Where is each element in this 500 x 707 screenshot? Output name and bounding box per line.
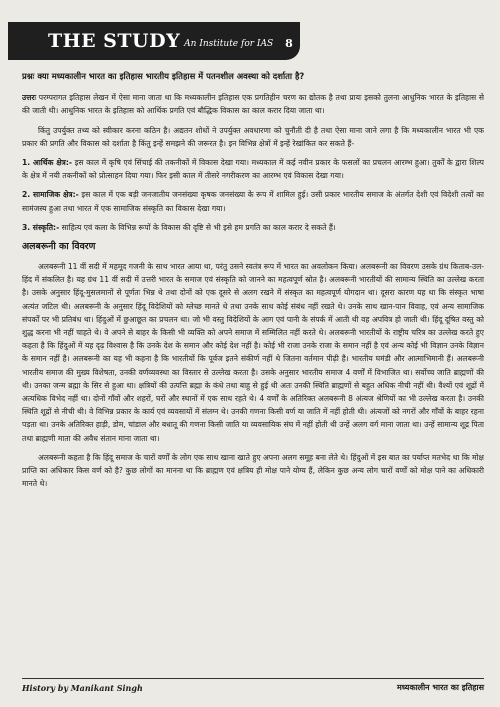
page-footer: [22, 678, 484, 696]
section-paragraph-2: अलबरूनी कहता है कि हिंदू समाज के चारों वर्णों के लोग एक साथ खाना खाते हुए अपना अलग समूह बना लेते थे। हिंदुओं में इस बात का पर्याप्त मतभेद था कि मोक्ष प्राप्ति का अधिकार किस वर्ण को है? कुछ लोगों का मानना था कि ब्राह्मण एवं क्षत्रिय ही मोक्ष पाने योग्य हैं, लेकिन कुछ अन्य लोग चारों वर्णों को मोक्ष पाने का अधिकारी मानते थे।: [22, 452, 484, 489]
point-culture-title: 3. संस्कृति:-: [22, 222, 60, 232]
question-label: प्रश्नः: [22, 71, 35, 81]
question: [22, 70, 484, 83]
point-economic: [22, 156, 484, 182]
point-economic-title: 1. आर्थिक क्षेत्र:-: [22, 158, 73, 168]
point-social-text: इस काल में एक बड़ी जनजातीय जनसंख्या कृषक जनसंख्या के रूप में शामिल हुई। उसी प्रकार भारतीय समाज के अंतर्गत देशी एवं विदेशी तत्वों का सामंजस्य हुआ तथा भारत में एक सामाजिक संस्कृति का विकास देखा गया।: [22, 190, 484, 213]
question-text: क्या मध्यकालीन भारत का इतिहास भारतीय इतिहास में पतनशील अवस्था को दर्शाता है?: [37, 71, 305, 81]
point-social-title: 2. सामाजिक क्षेत्र:-: [22, 190, 79, 200]
point-culture: [22, 221, 484, 234]
footer-author: History by Manikant Singh: [22, 682, 143, 693]
page-number: 8: [285, 36, 293, 50]
section-paragraph-1: अलबरूनी 11 वीं सदी में महमूद गजनी के साथ भारत आया था, परंतु उसने स्वतंत्र रूप में भारत का अवलोकन किया। अलबरूनी का विवरण उसके ग्रंथ किताब-उल-हिंद में संकलित है। यह ग्रंथ 11 वीं सदी में उत्तरी भारत के समाज एवं संस्कृति को जानने का महत्वपूर्ण स्रोत है। अलबरूनी भारतीयों की सामान्य स्थिति का उल्लेख करता है। उसके अनुसार हिंदू-मुसलमानों से पूर्णतः भिन्न थे तथा दोनों को एक दूसरे से अलग रखने में संस्कृत का महत्वपूर्ण योगदान था। दूसरा कारण यह था कि संस्कृत भाषा अत्यंत जटिल थी। अलबरूनी के अनुसार हिंदू विदेशियों को म्लेच्छ मानते थे तथा उनके साथ कोई संबंध नहीं रखते थे। उनके साथ खान-पान विवाह, एवं अन्य सामाजिक संपर्कों पर भी प्रतिबंध था। हिंदुओं में छुआछूत का प्रचलन था। जो भी वस्तु विदेशियों के आग एवं पानी के संपर्क में आती थी वह अपवित्र हो जाती थी। हिंदू दूषित वस्तु को शुद्ध करना भी नहीं चाहते थे। वे अपने से बाहर के किसी भी व्यक्ति को अपने समाज में सम्मिलित नहीं करते थे। अलबरूनी भारतीयों के राष्ट्रीय चरित्र का उल्लेख करते हुए कहता है कि हिंदुओं में यह दृढ़ विश्वास है कि उनके देश के समान और कोई देश नहीं है। कोई भी राजा उनके राजा के समान नहीं है एवं अन्य कोई भी विज्ञान उनके विज्ञान के समान नहीं है। अलबरूनी का यह भी कहना है कि भारतीयों कि पूर्वज इतने संकीर्ण नहीं थे जितना वर्तमान पीढ़ी है। भारतीय घमंडी और आत्माभिमानी हैं। अलबरूनी भारतीय समाज की मुख्य विशेषता, उनकी वर्णव्यवस्था का विस्तार से उल्लेख करता है। उसके अनुसार भारतीय समाज 4 वर्णों में विभाजित था। सर्वोच्च जाति ब्राह्मणों की थी। उनका जन्म ब्रह्मा के सिर से हुआ था। क्षत्रियों की उत्पत्ति ब्रह्मा के कंधे तथा बाहु से हुई थी अतः उनकी स्थिति ब्राह्मणों से बहुत अधिक नीची नहीं थी। वैश्यों एवं शूद्रों में अत्यधिक विभेद नहीं था। दोनों गाँवों और शहरों, घरों और स्थानों में एक साथ रहते थे। 4 वर्णों के अतिरिक्त अलबरूनी 8 अंत्यज श्रेणियों का भी उल्लेख करता है। उनकी स्थिति शूद्रों से नीची थी। वे विभिन्न प्रकार के कार्य एवं व्यवसायों में संलग्न थे। उनकी गणना किसी वर्ण या जाति में नहीं होती थी। अंत्यजों को नगरों और गाँवों के बाहर रहना पड़ता था। उनके अतिरिक्त हाड़ी, डोम, चांडाल और बधातू की गणना किसी जाति या व्यवसायिक संघ में नहीं होती थी उन्हें अलग वर्ग माना जाता था। उन्हें सामान्य शूद्र पिता तथा ब्राह्मणी माता की अवैध संतान माना जाता था।: [22, 262, 484, 443]
answer-paragraph-1: [22, 91, 484, 117]
answer-label: उत्तरः: [22, 93, 37, 103]
page-content: [22, 70, 484, 670]
answer-text-1: परम्परागत इतिहास लेखन में ऐसा माना जाता था कि मध्यकालीन इतिहास एक प्रगतिहीन चरण का द्योतक है तथा प्रायः इसको तुलना आधुनिक भारत के इतिहास से की जाती थी। आधुनिक भारत के इतिहास को आर्थिक प्रगति एवं बौद्धिक विकास का काल करार दिया जाता था।: [22, 93, 484, 116]
point-culture-text: साहित्य एवं कला के विभिन्न रूपों के विकास की दृष्टि से भी इसे हम प्रगति का काल करार दे सकते हैं।: [61, 222, 336, 232]
point-social: [22, 188, 484, 214]
brand-name: THE STUDY: [48, 30, 181, 52]
point-economic-text: इस काल में कृषि एवं सिंचाई की तकनीकों में विकास देखा गया। मध्यकाल में कई नवीन प्रकार के फसलों का प्रचलन आरम्भ हुआ। तुर्कों के द्वारा शिल्प के क्षेत्र में नयी तकनीकों को प्रोत्साहन दिया गया। फिर इसी काल में तीसरे नगरीकरण का आरम्भ एवं विकास देखा गया।: [22, 158, 484, 181]
brand-tagline: An Institute for IAS: [184, 39, 274, 49]
answer-paragraph-2: किंतु उपर्युक्त तथ्य को स्वीकार करना कठिन है। अद्यतन शोधों ने उपर्युक्त अवधारणा को चुनौती दी है तथा ऐसा माना जाने लगा है कि मध्यकालीन भारत भी एक प्रकार की प्रगति और विकास को दर्शाता है किंतु इन्हें समझने की जरूरत है। इन विभिन्न क्षेत्रों में इन्हें रेखांकित कर सकते हैं-: [22, 125, 484, 148]
section-title: अलबरूनी का विवरण: [22, 241, 96, 253]
page-header: [8, 22, 300, 60]
footer-subject: मध्यकालीन भारत का इतिहास: [397, 683, 484, 692]
